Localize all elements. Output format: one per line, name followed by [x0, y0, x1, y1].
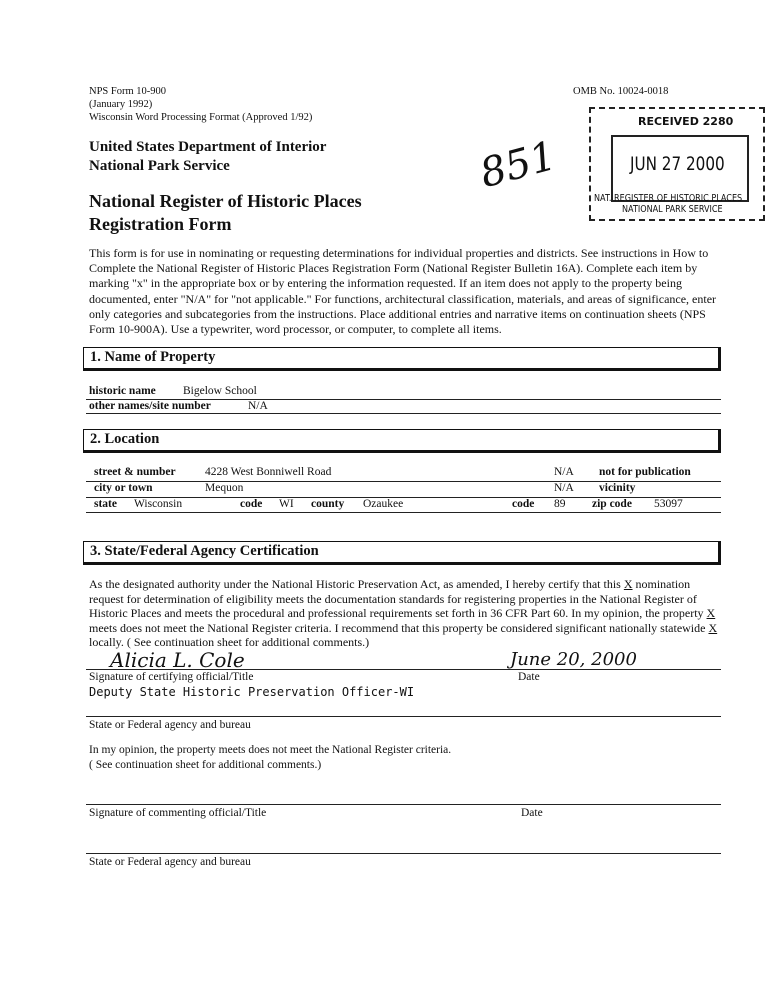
official-title: Deputy State Historic Preservation Officer-WI [89, 685, 415, 699]
other-names-label: other names/site number [89, 400, 211, 412]
date-label: Date [518, 671, 540, 683]
cert-text: locally. ( See continuation sheet for additional comments.) [89, 635, 370, 649]
cert-text: nomination request for determination of eligibility meets the documentation standards for registering properties in the National Register of Historic Places and meets the procedural and professional requirements set forth in 36 CFR Part 60. In my opinion, the property [89, 577, 707, 620]
agency-label: State or Federal agency and bureau [89, 719, 251, 731]
zip-label: zip code [592, 498, 632, 510]
county-code-value[interactable]: 89 [554, 498, 566, 510]
form-date: (January 1992) [89, 99, 153, 110]
nomination-mark[interactable]: X [623, 577, 633, 591]
form-subtitle: Registration Form [89, 214, 232, 234]
county-code-label: code [512, 498, 535, 510]
instructions-paragraph: This form is for use in nominating or requesting determinations for individual properties and districts. See instructions in How to Complete the National Register of Historic Places Registration Form (National Register Bulletin 16A). Complete each item by marking "x" in the appropriate box or by entering the information requested. If an item does not apply to the property being documented, enter "N/A" for "not applicable." For functions, architectural classification, materials, and areas of significance, enter only categories and subcategories from the instructions. Place additional entries and narrative items on continuation sheets (NPS Form 10-900A). Use a typewriter, word processor, or computer, to complete all items. [89, 246, 717, 337]
signature-line [86, 669, 721, 670]
state-code-value[interactable]: WI [279, 498, 294, 510]
department-name: United States Department of Interior [89, 139, 327, 155]
opinion-text: In my opinion, the property meets does not meet the National Register criteria. [89, 744, 452, 756]
stamp-line2: NATIONAL PARK SERVICE [622, 204, 723, 215]
historic-name-value[interactable]: Bigelow School [183, 385, 257, 397]
section-2-header [83, 429, 721, 453]
cert-text: As the designated authority under the National Historic Preservation Act, as amended, I hereby certify that this [89, 577, 624, 591]
street-value[interactable]: 4228 West Bonniwell Road [205, 466, 332, 478]
city-na: N/A [554, 482, 574, 494]
comment-signature-line [86, 804, 721, 805]
state-code-label: code [240, 498, 263, 510]
state-label: state [94, 498, 117, 510]
form-title: National Register of Historic Places [89, 191, 362, 211]
comment-signature-label: Signature of commenting official/Title [89, 807, 267, 819]
street-na: N/A [554, 466, 574, 478]
other-names-value[interactable]: N/A [248, 400, 268, 412]
signature-label: Signature of certifying official/Title [89, 671, 254, 683]
agency-label-2: State or Federal agency and bureau [89, 856, 251, 868]
zip-value[interactable]: 53097 [654, 498, 683, 510]
county-label: county [311, 498, 345, 510]
locally-mark[interactable]: X [708, 620, 718, 635]
divider [86, 512, 721, 513]
vicinity-label: vicinity [599, 482, 636, 494]
section-1-title: 1. Name of Property [90, 349, 216, 365]
historic-name-label: historic name [89, 385, 156, 397]
comment-date-label: Date [521, 807, 543, 819]
not-for-publication-label: not for publication [599, 466, 691, 478]
continuation-note: ( See continuation sheet for additional comments.) [89, 759, 322, 771]
meets-mark[interactable]: X [706, 606, 716, 620]
stamp-line1: NAT. REGISTER OF HISTORIC PLACES [594, 193, 743, 204]
section-2-title: 2. Location [90, 431, 160, 447]
section-1-header [83, 347, 721, 371]
form-format: Wisconsin Word Processing Format (Approved 1/92) [89, 112, 313, 123]
section-3-title: 3. State/Federal Agency Certification [90, 543, 319, 559]
section-3-header [83, 541, 721, 565]
stamp-received: RECEIVED 2280 [638, 115, 734, 128]
signature-date: June 20, 2000 [510, 649, 637, 670]
state-value[interactable]: Wisconsin [134, 498, 183, 510]
divider [86, 413, 721, 414]
certification-paragraph [89, 577, 723, 650]
agency-line-2 [86, 853, 721, 854]
official-signature: Alicia L. Cole [110, 648, 245, 672]
omb-number: OMB No. 10024-0018 [573, 86, 669, 97]
service-name: National Park Service [89, 158, 230, 174]
handwritten-number: 851 [475, 132, 562, 198]
agency-line [86, 716, 721, 717]
form-number: NPS Form 10-900 [89, 86, 167, 97]
city-value[interactable]: Mequon [205, 482, 244, 494]
stamp-date: JUN 27 2000 [630, 153, 725, 175]
city-label: city or town [94, 482, 153, 494]
county-value[interactable]: Ozaukee [363, 498, 404, 510]
cert-text: meets does not meet the National Register criteria. I recommend that this property be considered significant nationally statewide [89, 620, 709, 635]
street-label: street & number [94, 466, 176, 478]
